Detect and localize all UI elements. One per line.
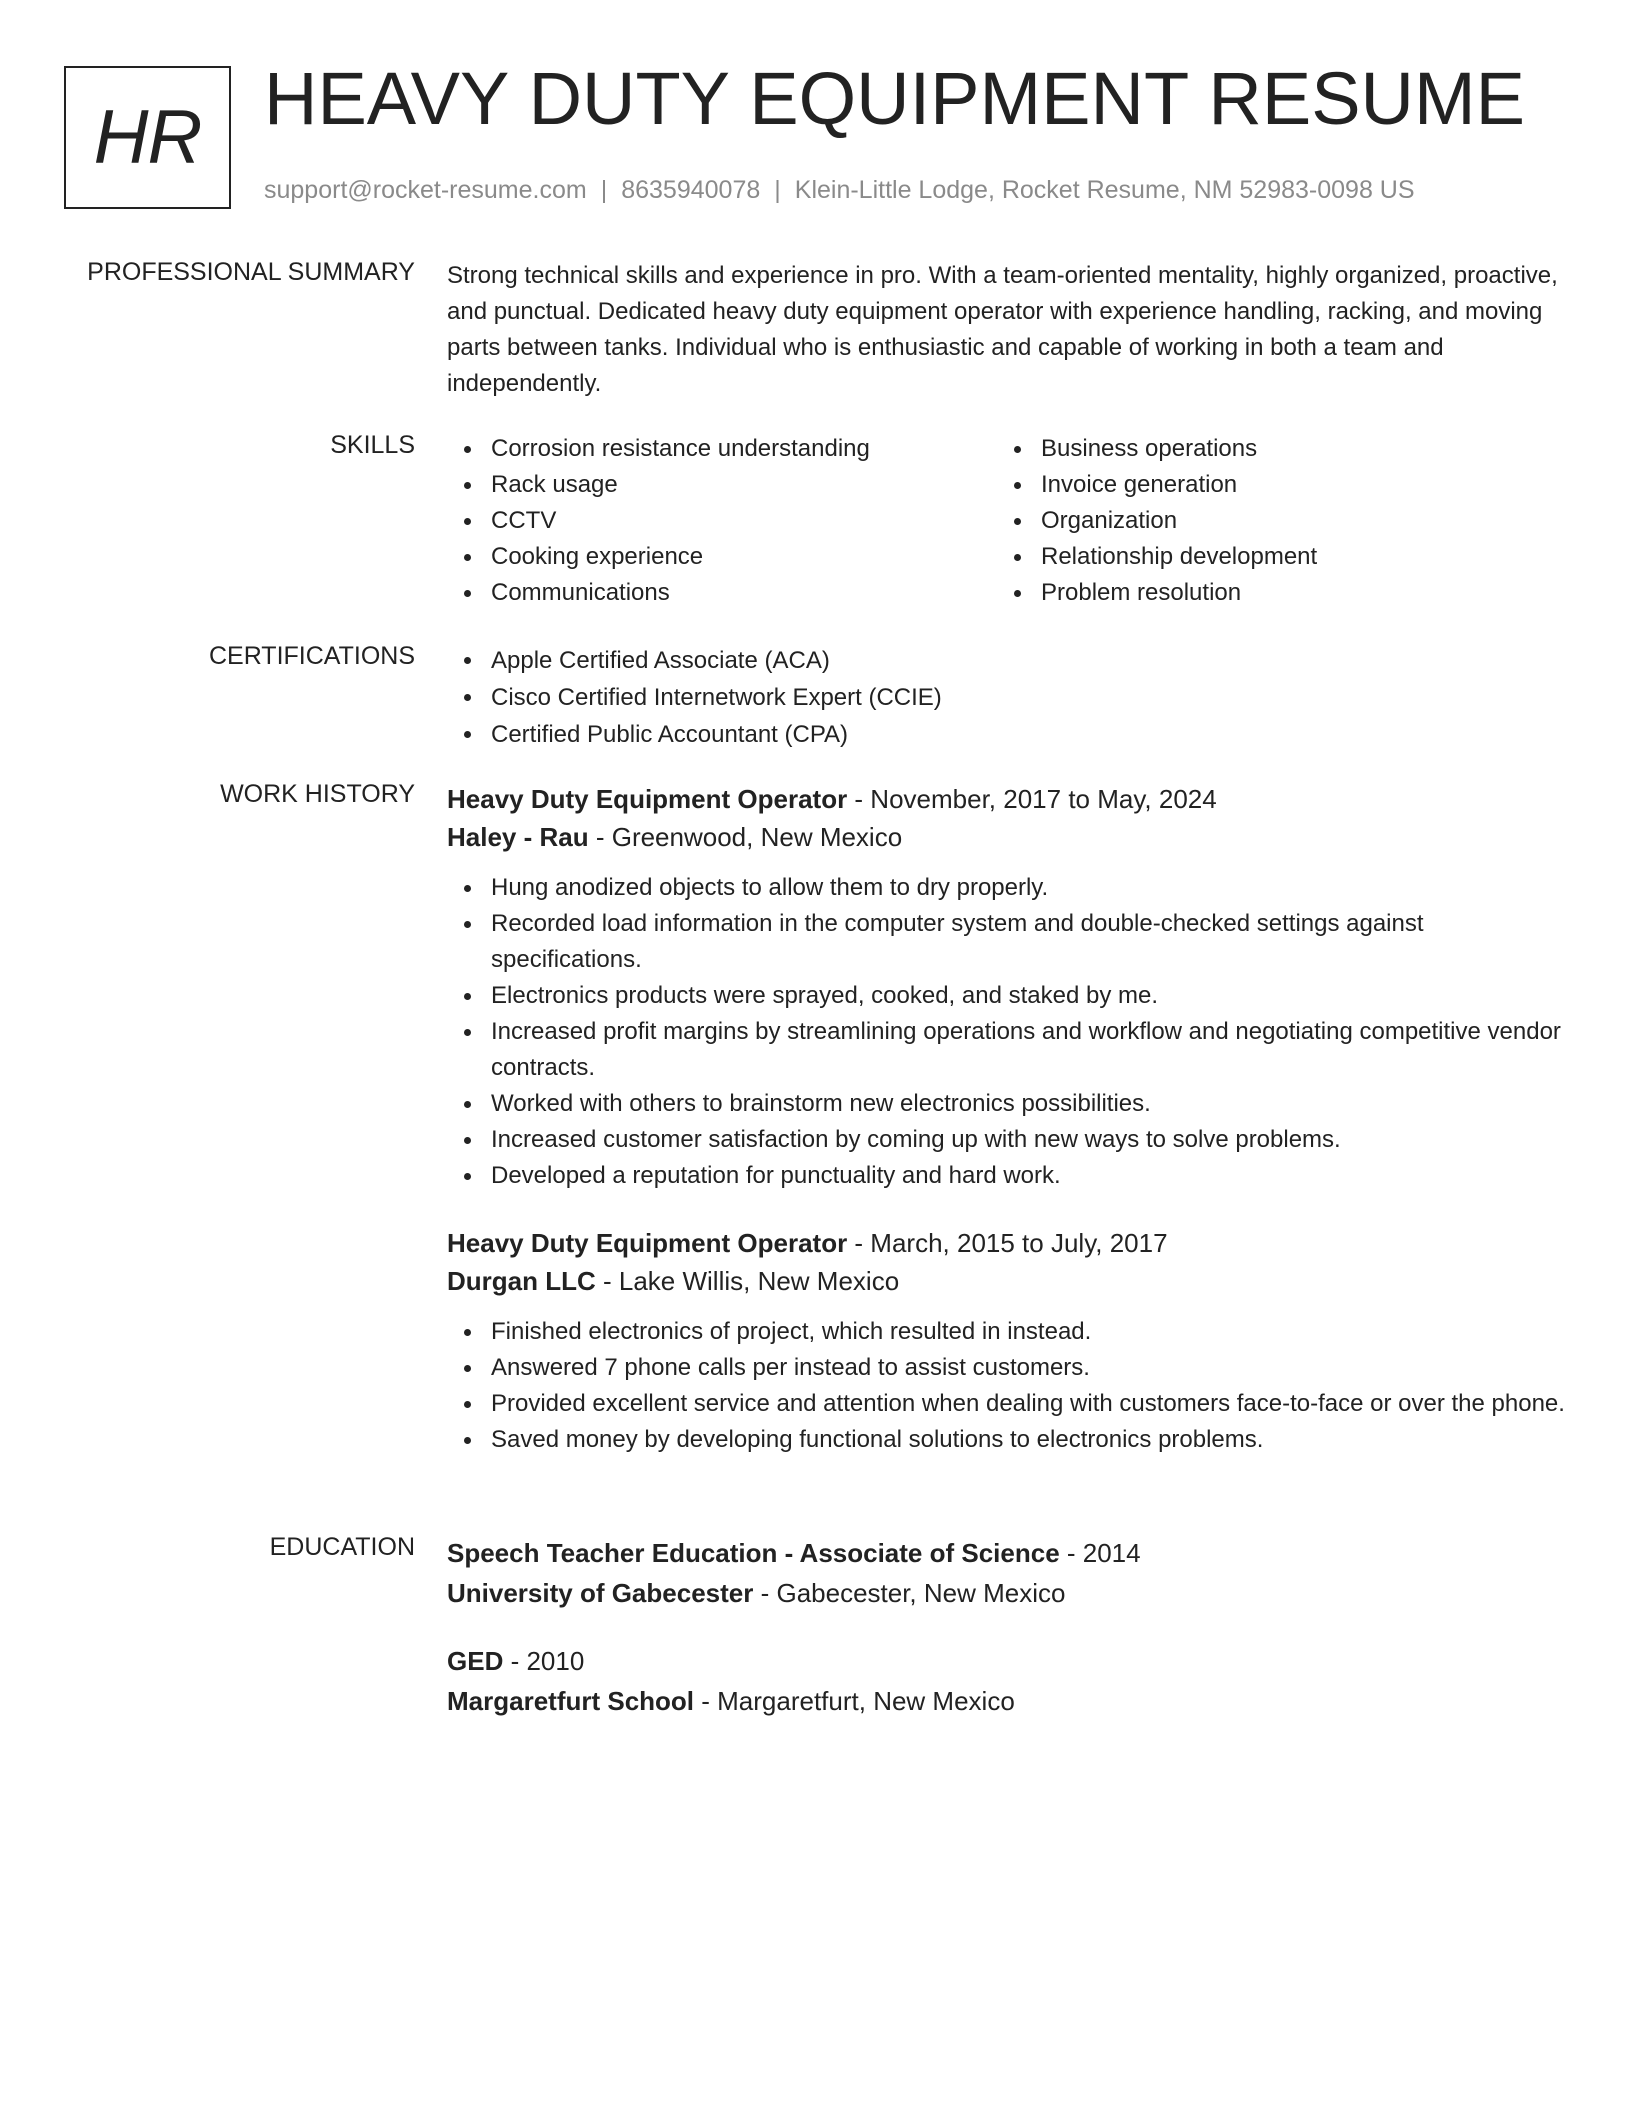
contact-separator: | [600, 176, 608, 204]
education-body [447, 1533, 1567, 1721]
section-label: CERTIFICATIONS [208, 642, 415, 670]
list-item: Cisco Certified Internetwork Expert (CCIE) [447, 679, 1567, 716]
job-company-line [447, 1262, 1567, 1300]
education-degree: Speech Teacher Education - Associate of Science [447, 1538, 1060, 1568]
education-degree-line [447, 1533, 1567, 1573]
work-history-body [447, 780, 1567, 1458]
list-item: Problem resolution [997, 575, 1547, 611]
education-location: - Gabecester, New Mexico [753, 1578, 1066, 1608]
job-title-line [447, 780, 1567, 818]
skills-columns [447, 431, 1567, 611]
skills-list-left [447, 431, 997, 611]
job-bullets [447, 1314, 1567, 1458]
job-company: Durgan LLC [447, 1266, 596, 1296]
job-location: - Greenwood, New Mexico [588, 822, 903, 852]
contact-phone: 8635940078 [621, 176, 761, 204]
list-item: Invoice generation [997, 467, 1547, 503]
list-item: Apple Certified Associate (ACA) [447, 642, 1567, 679]
list-item: Certified Public Accountant (CPA) [447, 716, 1567, 753]
list-item: Relationship development [997, 539, 1547, 575]
list-item: Increased customer satisfaction by coming up with new ways to solve problems. [447, 1122, 1567, 1158]
list-item: Increased profit margins by streamlining operations and workflow and negotiating competitive vendor contracts. [447, 1014, 1567, 1086]
education-school-line [447, 1573, 1567, 1613]
list-item: Recorded load information in the computer system and double-checked settings against specifications. [447, 906, 1567, 978]
resume-title: HEAVY DUTY EQUIPMENT RESUME [264, 57, 1525, 140]
certifications-list [447, 642, 1567, 753]
list-item: Organization [997, 503, 1547, 539]
job-dates: - March, 2015 to July, 2017 [847, 1228, 1168, 1258]
education-year: - 2014 [1059, 1538, 1141, 1568]
skills-list-right [997, 431, 1547, 611]
job-entry [447, 780, 1567, 1194]
contact-line [264, 176, 1415, 205]
list-item: Answered 7 phone calls per instead to assist customers. [447, 1350, 1567, 1386]
monogram-text: HR [93, 95, 202, 180]
education-year: - 2010 [503, 1646, 585, 1676]
list-item: Provided excellent service and attention when dealing with customers face-to-face or over the phone. [447, 1386, 1567, 1422]
contact-address: Klein-Little Lodge, Rocket Resume, NM 52983-0098 US [794, 176, 1415, 204]
list-item: Electronics products were sprayed, cooked, and staked by me. [447, 978, 1567, 1014]
education-degree: GED [447, 1646, 504, 1676]
contact-email: support@rocket-resume.com [264, 176, 587, 204]
list-item: Worked with others to brainstorm new electronics possibilities. [447, 1086, 1567, 1122]
list-item: Cooking experience [447, 539, 997, 575]
education-school: Margaretfurt School [447, 1686, 695, 1716]
section-label: EDUCATION [269, 1533, 415, 1561]
certifications-body [447, 642, 1567, 753]
section-label: WORK HISTORY [220, 780, 415, 808]
list-item: Communications [447, 575, 997, 611]
monogram-box [64, 66, 231, 209]
job-company: Haley - Rau [447, 822, 589, 852]
job-title-line [447, 1224, 1567, 1262]
list-item: Hung anodized objects to allow them to dry properly. [447, 870, 1567, 906]
education-location: - Margaretfurt, New Mexico [694, 1686, 1015, 1716]
section-label: PROFESSIONAL SUMMARY [87, 258, 415, 286]
list-item: Business operations [997, 431, 1547, 467]
list-item: Corrosion resistance understanding [447, 431, 997, 467]
list-item: Rack usage [447, 467, 997, 503]
list-item: CCTV [447, 503, 997, 539]
job-dates: - November, 2017 to May, 2024 [847, 784, 1217, 814]
list-item: Developed a reputation for punctuality and hard work. [447, 1158, 1567, 1194]
list-item: Finished electronics of project, which resulted in instead. [447, 1314, 1567, 1350]
job-bullets [447, 870, 1567, 1194]
summary-text: Strong technical skills and experience in pro. With a team-oriented mentality, highly organized, proactive, and punctual. Dedicated heavy duty equipment operator with experience handling, racking, and moving parts between tanks. Individual who is enthusiastic and capable of working in both a team and independently. [447, 262, 1558, 397]
job-title: Heavy Duty Equipment Operator [447, 1228, 848, 1258]
section-label: SKILLS [330, 431, 415, 459]
job-title: Heavy Duty Equipment Operator [447, 784, 848, 814]
contact-separator: | [774, 176, 781, 204]
education-degree-line [447, 1641, 1567, 1681]
job-company-line [447, 818, 1567, 856]
education-school-line [447, 1681, 1567, 1721]
job-location: - Lake Willis, New Mexico [595, 1266, 900, 1296]
education-entry [447, 1641, 1567, 1721]
list-item: Saved money by developing functional solutions to electronics problems. [447, 1422, 1567, 1458]
job-entry [447, 1224, 1567, 1458]
education-school: University of Gabecester [447, 1578, 754, 1608]
education-entry [447, 1533, 1567, 1613]
